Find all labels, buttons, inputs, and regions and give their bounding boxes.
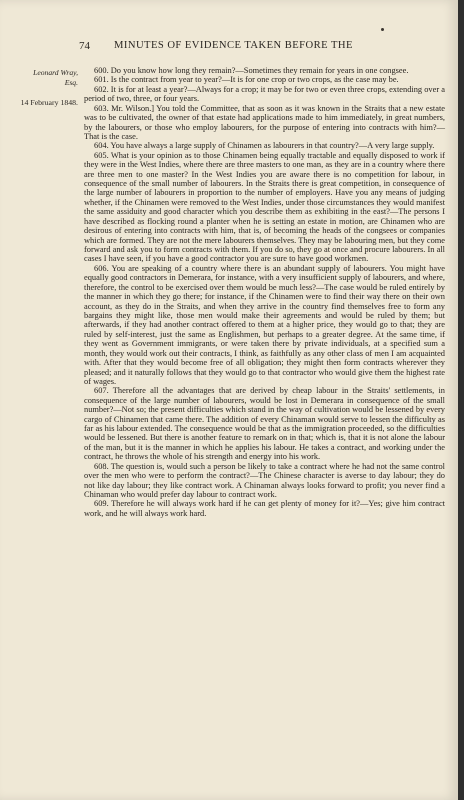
evidence-date: 14 February 1848. [20,98,78,107]
question-607: 607. Therefore all the advantages that are derived by cheap labour in the Straits' settlements, in consequence of the large number of labourers, would be lost in Demerara in consequence of the small number?—Not so; the present difficulties which stand in the way of cultivation would be lessened by every cargo of Chinamen that came there. The addition of every Chinaman would serve to lessen the difficulty as far as his labour extended. The consequence would be that as the immigration proceeded, so the difficulties would be lessened. But there is another feature to remark on in that; which is, that it is not alone the labour of the man, but it is the manner in which he applies his labour. He takes a contract, and working under the contract, he throws the whole of his strength and energy into his work. [84,386,445,462]
witness-name: Leonard Wray, [33,68,78,77]
question-601: 601. Is the contract from year to year?—It is for one crop or two crops, as the case may be. [94,75,399,85]
page-edge [458,0,464,800]
question-603: 603. Mr. Wilson.] You told the Committee, that as soon as it was known in the Straits that a new estate was to be cultivated, the owner of that estate had applications made to him immediately, in great numbers, by the labourers, or those who employ labourers, for the purpose of entering into contracts with him?—That is the case. [84,103,445,141]
question-604: 604. You have always a large supply of Chinamen as labourers in that country?—A very large supply. [94,141,435,151]
question-608: 608. The question is, would such a person be likely to take a contract where he had not the same control over the men who were to perform the contract?—The Chinese character is averse to day labour; they do not like day labour; they like contract work. A Chinaman always looks forward to profit; you never find a Chinaman who would prefer day labour to contract work. [84,461,445,499]
evidence-body [84,66,445,518]
page-header [0,40,458,54]
question-600: 600. Do you know how long they remain?—Sometimes they remain for years in one congsee. [94,66,409,75]
ink-speck [381,28,384,31]
running-head: MINUTES OF EVIDENCE TAKEN BEFORE THE [114,40,353,51]
witness-title: Esq. [64,78,78,87]
question-605: 605. What is your opinion as to those Chinamen being equally tractable and equally disposed to work if they were in the West Indies, where there are three masters to one man, as they are in a country where there are three men to one master? In the West Indies you are aware there is no competition for labour, in consequence of the small number of labourers. In the Straits there is great competition, in consequence of the large number of labourers in proportion to the number of employers. Have you any means of judging whether, if the Chinamen were removed to the West Indies, under those circumstances they would manifest the same assiduity and good character which you describe them as exhibiting in the east?—The persons I have described as flocking round a planter when he is setting an estate in motion, are Chinamen who are desirous of entering into contracts with him, that is, of becoming the heads of the congsees or companies which are formed. They are not the mere labourers themselves. They may be labouring men, but they come forward and ask you to form contracts with them. If you do so, they go at once and procure labourers. In all cases I have seen, if you have a good contractor you are sure to have good workmen. [84,150,445,264]
witness-note [0,68,78,88]
page-number: 74 [79,40,90,52]
question-609: 609. Therefore he will always work hard if he can get plenty of money for it?—Yes; give him contract work, and he will always work hard. [84,499,445,518]
question-606: 606. You are speaking of a country where there is an abundant supply of labourers. You might have equally good contractors in Demerara, for instance, with a very insufficient supply of labourers, and where, therefore, the control to be exercised over them would be much less?—The case would be ruled entirely by the manner in which they go there; for instance, if the Chinamen were to find their way there on their own account, as they do in the Straits, and when they arrive in the country find themselves free to form any bargains they might like, those men would make their agreements and would be ruled by them; but afterwards, if they had another contract offered to them at a higher price, they would go to that; they are ruled by self-interest, just the same as Englishmen, but perhaps to a greater degree. At the same time, if they went as Government immigrants, or were taken there by private individuals, at a specified sum a month, they would work out their contracts, I think, as faithfully as any other class of men I am acquainted with. After that they would become free of all obligation; they might then form contracts wherever they pleased; and it naturally follows that they would go to that contractor who would give them the highest rate of wages. [84,263,445,386]
question-602: 602. It is for at least a year?—Always for a crop; it may be for two or even three crops, extending over a period of two, three, or four years. [84,84,445,104]
